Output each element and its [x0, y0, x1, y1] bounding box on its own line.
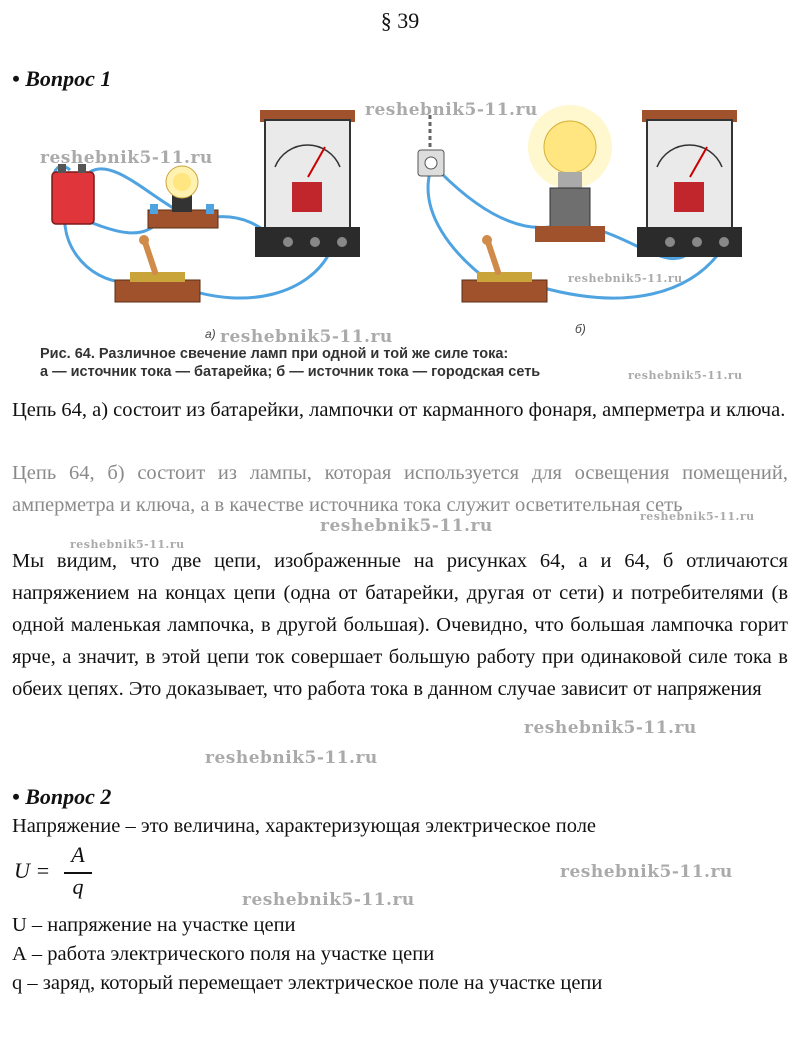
socket-icon	[418, 150, 444, 176]
voltage-formula	[14, 842, 134, 902]
ammeter-a-icon	[255, 110, 360, 257]
watermark: reshebnik5-11.ru	[205, 748, 378, 768]
watermark: reshebnik5-11.ru	[242, 890, 415, 910]
figure-label-b: б)	[575, 322, 586, 336]
battery-icon	[52, 164, 94, 224]
ammeter-b-icon	[637, 110, 742, 257]
paragraph-circuit-a: Цепь 64, а) состоит из батарейки, лампочки от карманного фонаря, амперметра и ключа.	[12, 399, 786, 421]
variable-u-description: U – напряжение на участке цепи	[12, 914, 296, 936]
watermark: reshebnik5-11.ru	[628, 369, 743, 382]
voltage-definition: Напряжение – это величина, характеризующая электрическое поле	[12, 815, 597, 837]
watermark: reshebnik5-11.ru	[560, 862, 733, 882]
watermark: reshebnik5-11.ru	[220, 327, 393, 347]
question-2-heading: • Вопрос 2	[12, 784, 112, 809]
formula-denominator: q	[72, 874, 84, 899]
watermark: reshebnik5-11.ru	[640, 510, 755, 523]
watermark: reshebnik5-11.ru	[365, 100, 538, 120]
caption-line-1: Различное свечение ламп при одной и той же силе тока:	[98, 346, 509, 362]
page-number: § 39	[380, 8, 420, 33]
paragraph-conclusion: Мы видим, что две цепи, изображенные на рисунках 64, а и 64, б отличаются напряжением на концах цепи (одна от батарейки, другая от сети) и потребителями (в одной маленькая лампочка, в другой большая). Очевидно, что большая лампочка горит ярче, а значит, в этой цепи ток совершает большую работу при одинаковой силе тока в обеих цепях. Это доказывает, что работа тока в данном случае зависит от напряжения	[12, 550, 788, 700]
question-1-heading: • Вопрос 1	[12, 66, 112, 91]
formula-numerator: A	[71, 842, 85, 867]
switch-a-icon	[115, 235, 200, 302]
watermark: reshebnik5-11.ru	[524, 718, 697, 738]
watermark: reshebnik5-11.ru	[320, 516, 493, 536]
paragraph-circuit-b: Цепь 64, б) состоит из лампы, которая используется для освещения помещений, амперметра и ключа, а в качестве источника тока служит осветительная сеть	[12, 462, 788, 516]
figure-64-illustration	[30, 92, 790, 342]
variable-a-description: А – работа электрического поля на участке цепи	[12, 943, 435, 965]
wire-a5	[180, 252, 330, 298]
caption-line-2: а — источник тока — батарейка; б — источник тока — городская сеть	[40, 364, 541, 380]
formula-lhs: U =	[14, 858, 51, 883]
watermark: reshebnik5-11.ru	[70, 538, 185, 551]
large-lamp-icon	[528, 105, 612, 242]
watermark: reshebnik5-11.ru	[40, 148, 213, 168]
watermark: reshebnik5-11.ru	[568, 272, 683, 285]
variable-q-description: q – заряд, который перемещает электрическое поле на участке цепи	[12, 972, 603, 994]
figure-label-a: а)	[205, 327, 216, 341]
wire-b2	[440, 172, 550, 228]
figure-number: Рис. 64.	[40, 346, 95, 362]
